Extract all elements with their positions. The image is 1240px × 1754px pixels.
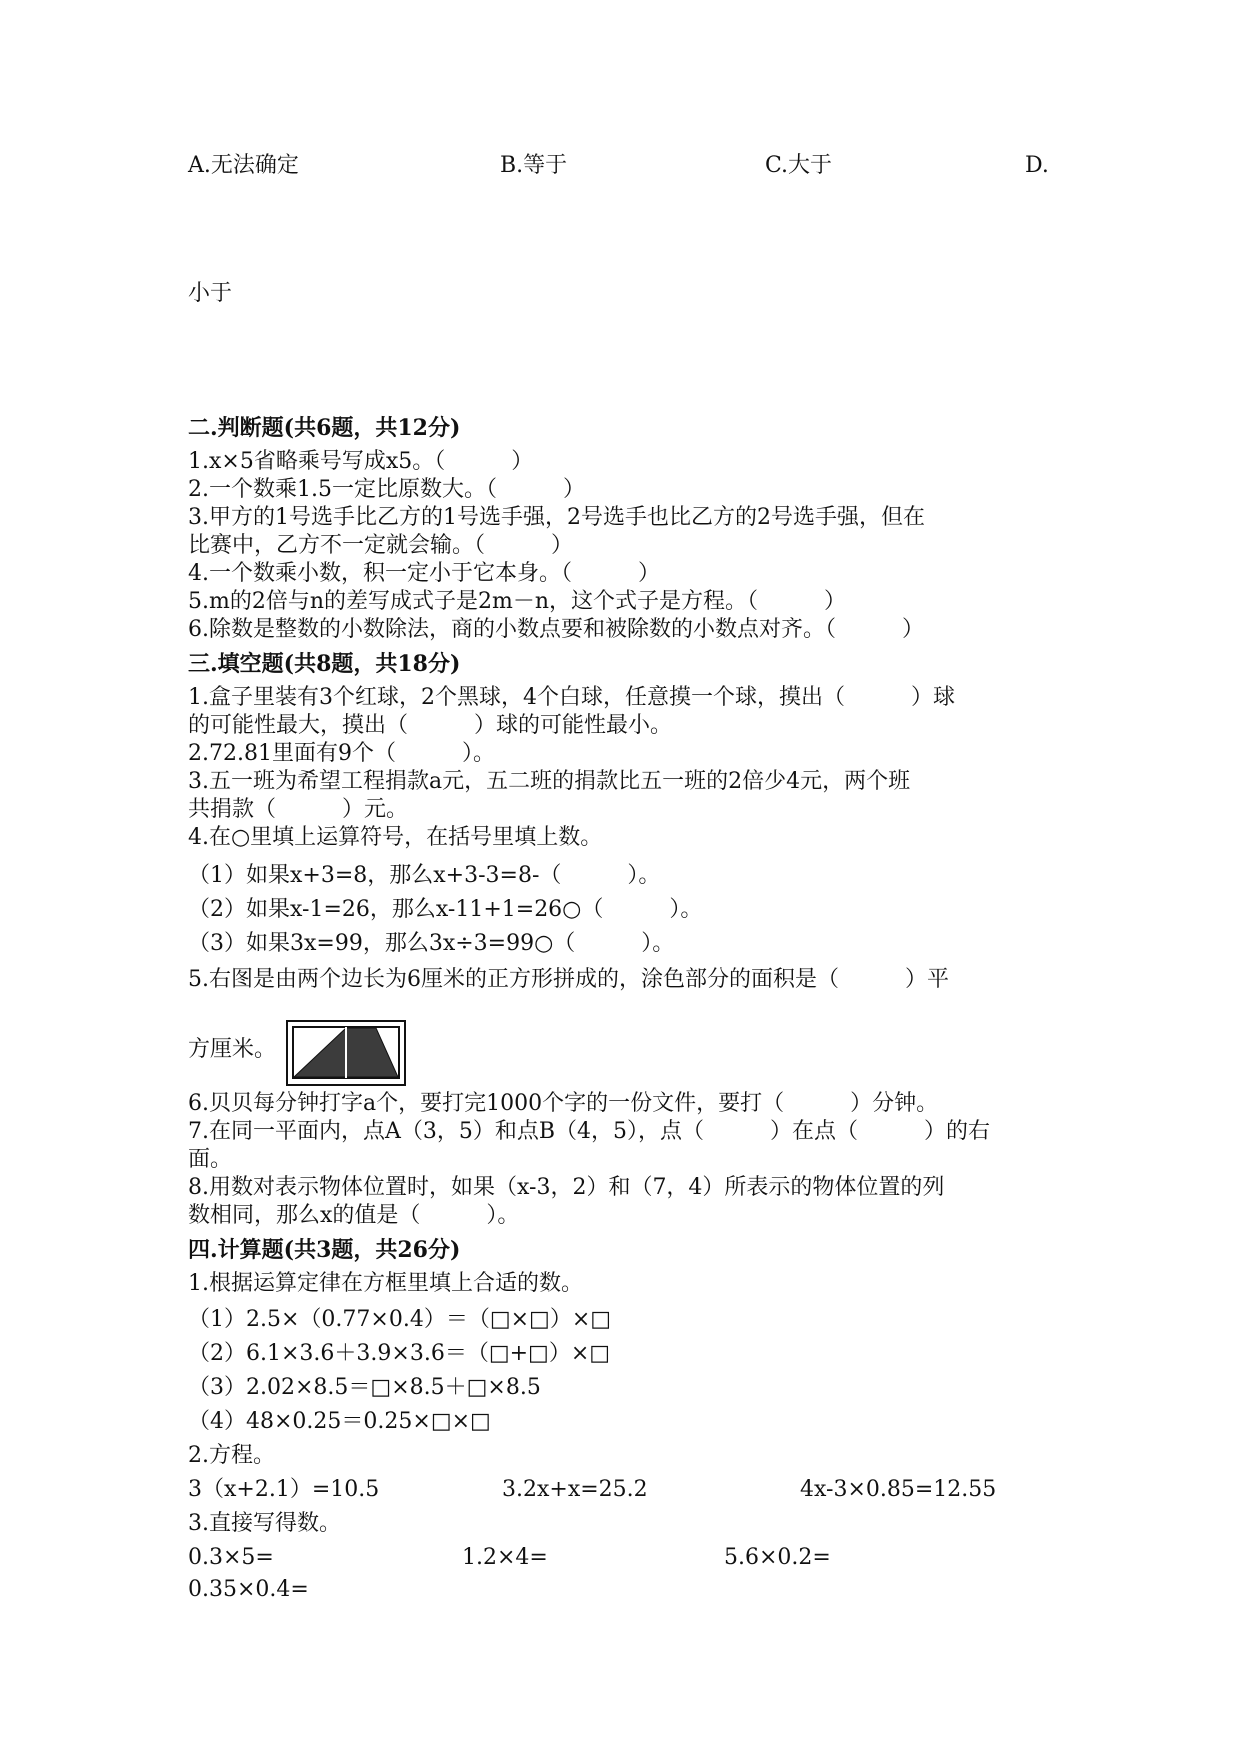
s3-line: 面。 bbox=[188, 1147, 233, 1172]
s3-line: 2.72.81里面有9个（ ）。 bbox=[188, 741, 495, 766]
option-c: C.大于 bbox=[765, 153, 833, 178]
equation-3: 4x-3×0.85=12.55 bbox=[800, 1477, 997, 1502]
s3-line: 3.五一班为希望工程捐款a元，五二班的捐款比五一班的2倍少4元，两个班 bbox=[188, 769, 911, 794]
s4-q2: 2.方程。 bbox=[188, 1443, 275, 1468]
calc-3: 5.6×0.2= bbox=[724, 1545, 831, 1570]
s4-q1-item: （3）2.02×8.5＝□×8.5＋□×8.5 bbox=[188, 1375, 541, 1400]
equation-2: 3.2x+x=25.2 bbox=[502, 1477, 648, 1502]
s3-line: 6.贝贝每分钟打字a个，要打完1000个字的一份文件，要打（ ）分钟。 bbox=[188, 1091, 939, 1116]
calc-2: 1.2×4= bbox=[462, 1545, 548, 1570]
s3-line: 的可能性最大，摸出（ ）球的可能性最小。 bbox=[188, 713, 673, 738]
squares-figure bbox=[286, 1020, 406, 1086]
calc-1: 0.3×5= bbox=[188, 1545, 274, 1570]
s2-line: 3.甲方的1号选手比乙方的1号选手强，2号选手也比乙方的2号选手强，但在 bbox=[188, 505, 925, 530]
s2-line: 5.m的2倍与n的差写成式子是2m－n，这个式子是方程。（ ） bbox=[188, 589, 847, 614]
section4-title: 四.计算题(共3题，共26分) bbox=[188, 1237, 461, 1263]
s2-line: 2.一个数乘1.5一定比原数大。（ ） bbox=[188, 477, 585, 502]
s4-q3: 3.直接写得数。 bbox=[188, 1511, 341, 1536]
s3-line: 5.右图是由两个边长为6厘米的正方形拼成的，涂色部分的面积是（ ）平 bbox=[188, 967, 949, 992]
option-a: A.无法确定 bbox=[188, 153, 299, 178]
s2-line: 6.除数是整数的小数除法，商的小数点要和被除数的小数点对齐。（ ） bbox=[188, 617, 924, 642]
s4-q1-item: （2）6.1×3.6＋3.9×3.6＝（□+□）×□ bbox=[188, 1341, 611, 1366]
section2-title: 二.判断题(共6题，共12分) bbox=[188, 415, 461, 441]
s3-line: 4.在○里填上运算符号，在括号里填上数。 bbox=[188, 825, 603, 850]
option-b: B.等于 bbox=[500, 153, 568, 178]
option-d: D. bbox=[1025, 153, 1049, 178]
s4-q1-item: （4）48×0.25＝0.25×□×□ bbox=[188, 1409, 491, 1434]
s3-line: 1.盒子里装有3个红球，2个黑球，4个白球，任意摸一个球，摸出（ ）球 bbox=[188, 685, 955, 710]
s4-q1: 1.根据运算定律在方框里填上合适的数。 bbox=[188, 1271, 583, 1296]
s3-line: 数相同，那么x的值是（ ）。 bbox=[188, 1203, 520, 1228]
option-d-continued: 小于 bbox=[188, 281, 233, 306]
equation-1: 3（x+2.1）=10.5 bbox=[188, 1477, 380, 1502]
s3-sub-line: （3）如果3x=99，那么3x÷3=99○（ ）。 bbox=[188, 931, 675, 956]
s3-line: 7.在同一平面内，点A（3，5）和点B（4，5），点（ ）在点（ ）的右 bbox=[188, 1119, 991, 1144]
s3-sub-line: （2）如果x-1=26，那么x-11+1=26○（ ）。 bbox=[188, 897, 703, 922]
section3-title: 三.填空题(共8题，共18分) bbox=[188, 651, 461, 677]
s2-line: 1.x×5省略乘号写成x5。（ ） bbox=[188, 449, 534, 474]
s3-sub-line: （1）如果x+3=8，那么x+3-3=8-（ ）。 bbox=[188, 863, 661, 888]
s3-line: 共捐款（ ）元。 bbox=[188, 797, 409, 822]
s3-line: 方厘米。 bbox=[188, 1037, 277, 1062]
s2-line: 4.一个数乘小数，积一定小于它本身。（ ） bbox=[188, 561, 660, 586]
s2-line: 比赛中，乙方不一定就会输。（ ） bbox=[188, 533, 574, 558]
calc-4: 0.35×0.4= bbox=[188, 1577, 309, 1602]
s3-line: 8.用数对表示物体位置时，如果（x-3，2）和（7，4）所表示的物体位置的列 bbox=[188, 1175, 945, 1200]
s4-q1-item: （1）2.5×（0.77×0.4）＝（□×□）×□ bbox=[188, 1307, 612, 1332]
